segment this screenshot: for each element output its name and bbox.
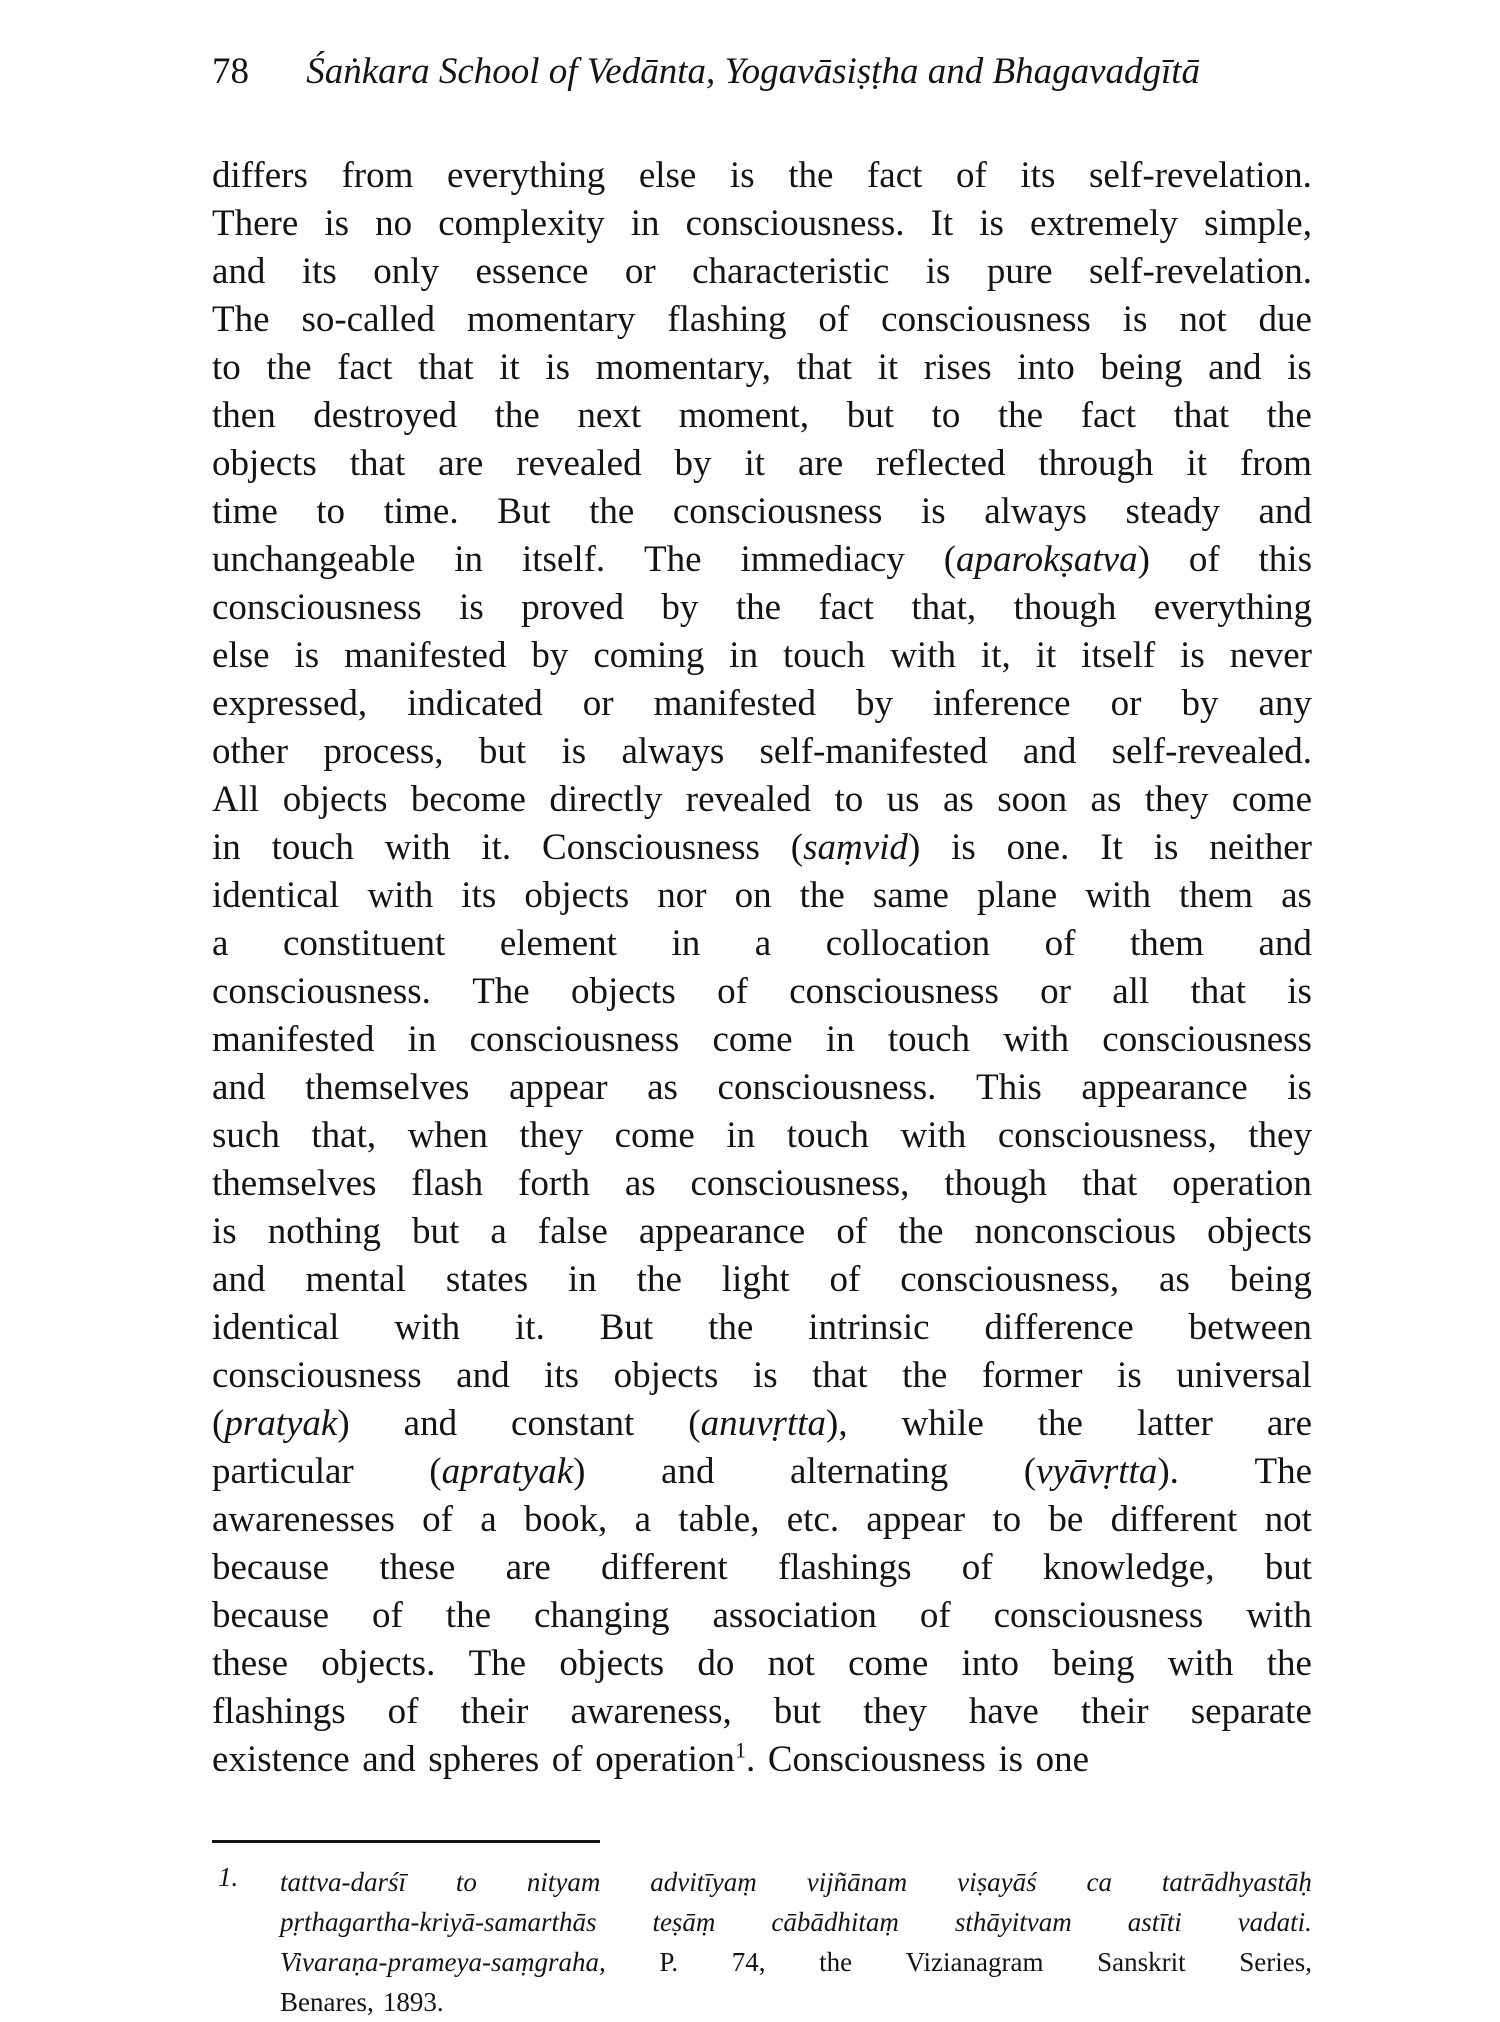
text-line: and mental states in the light of consciousness, as being <box>212 1259 1312 1300</box>
text-line: else is manifested by coming in touch with it, it itself is never <box>212 635 1312 676</box>
footnote-line: tattva-darśī to nityam advitīyaṃ vijñānam viṣayāś ca tatrādhyastāḥ <box>280 1867 1312 1897</box>
text-line: themselves flash forth as consciousness, though that operation <box>212 1163 1312 1204</box>
text-line: identical with it. But the intrinsic difference between <box>212 1307 1312 1348</box>
text-line: to the fact that it is momentary, that it rises into being and is <box>212 347 1312 388</box>
text-line: All objects become directly revealed to us as soon as they come <box>212 779 1312 820</box>
text-line: and its only essence or characteristic is pure self-revelation. <box>212 251 1312 292</box>
text-line: other process, but is always self-manifested and self-revealed. <box>212 731 1312 772</box>
running-header <box>212 50 1312 93</box>
text-line: (pratyak) and constant (anuvṛtta), while the latter are <box>212 1403 1312 1444</box>
text-line: manifested in consciousness come in touch with consciousness <box>212 1019 1312 1060</box>
footnote-line: Benares, 1893. <box>280 1987 444 2017</box>
text-line: then destroyed the next moment, but to the fact that the <box>212 395 1312 436</box>
text-line: identical with its objects nor on the same plane with them as <box>212 875 1312 916</box>
text-line: such that, when they come in touch with consciousness, they <box>212 1115 1312 1156</box>
text-line: consciousness. The objects of consciousness or all that is <box>212 971 1312 1012</box>
body-text <box>212 152 1312 1784</box>
running-title: Śaṅkara School of Vedānta, Yogavāsiṣṭha and Bhagavadgītā <box>306 51 1201 92</box>
text-line: these objects. The objects do not come into being with the <box>212 1643 1312 1684</box>
text-line: There is no complexity in consciousness. It is extremely simple, <box>212 203 1312 244</box>
footnote-marker: 1. <box>218 1862 239 1892</box>
footnote-line: pṛthagartha-kriyā-samarthās teṣāṃ cābādhitaṃ sthāyitvam astīti vadati. <box>280 1907 1312 1937</box>
text-line: differs from everything else is the fact of its self-revelation. <box>212 155 1312 196</box>
text-line: consciousness is proved by the fact that, though everything <box>212 587 1312 628</box>
footnote-rule <box>212 1840 600 1843</box>
text-line: The so-called momentary flashing of consciousness is not due <box>212 299 1312 340</box>
text-line: existence and spheres of operation$^1$. Consciousness is one <box>212 1737 1090 1780</box>
text-line: and themselves appear as consciousness. This appearance is <box>212 1067 1312 1108</box>
text-line: unchangeable in itself. The immediacy (aparokṣatva) of this <box>212 539 1312 580</box>
text-line: is nothing but a false appearance of the nonconscious objects <box>212 1211 1312 1252</box>
footnote-text <box>280 1862 1312 2022</box>
text-line: consciousness and its objects is that the former is universal <box>212 1355 1312 1396</box>
text-line: a constituent element in a collocation of them and <box>212 923 1312 964</box>
text-line: flashings of their awareness, but they have their separate <box>212 1691 1312 1732</box>
text-line: particular (apratyak) and alternating (vyāvṛtta). The <box>212 1451 1312 1492</box>
text-line: because these are different flashings of knowledge, but <box>212 1547 1312 1588</box>
text-line: because of the changing association of consciousness with <box>212 1595 1312 1636</box>
text-line: awarenesses of a book, a table, etc. appear to be different not <box>212 1499 1312 1540</box>
text-line: time to time. But the consciousness is always steady and <box>212 491 1312 532</box>
text-line: objects that are revealed by it are reflected through it from <box>212 443 1312 484</box>
page-number: 78 <box>212 51 249 92</box>
footnote-line: Vivaraṇa-prameya-saṃgraha, P. 74, the Vizianagram Sanskrit Series, <box>280 1947 1312 1977</box>
text-line: in touch with it. Consciousness (saṃvid) is one. It is neither <box>212 827 1312 868</box>
text-line: expressed, indicated or manifested by inference or by any <box>212 683 1312 724</box>
